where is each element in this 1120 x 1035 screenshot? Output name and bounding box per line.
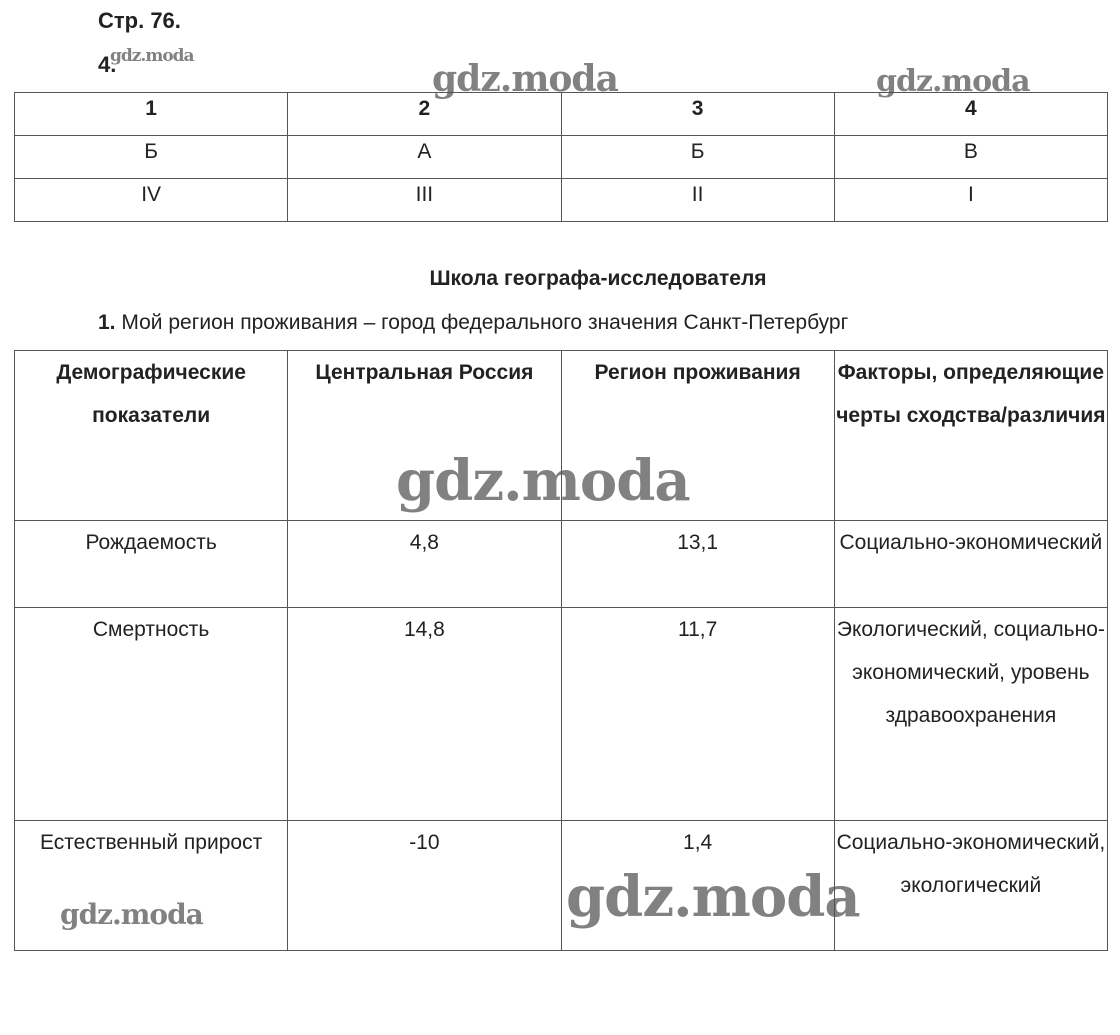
header-cell: Регион проживания [561,351,834,521]
header-cell: Демографические показатели [15,351,288,521]
demography-table [14,350,1108,951]
task-number: 4. [98,52,117,77]
table-cell: Б [15,136,288,179]
watermark: gdz.moda [60,898,203,931]
table-cell: 11,7 [561,608,834,821]
watermark: gdz.moda [396,448,690,514]
region-line [98,311,848,335]
table-cell: 4,8 [288,521,561,608]
watermark: gdz.moda [566,864,860,930]
table-row [15,608,1108,821]
table-cell: Рождаемость [15,521,288,608]
table-header-row [15,93,1108,136]
table-cell: IV [15,179,288,222]
table-cell: Смертность [15,608,288,821]
table-cell: Социально-экономический, экологический [834,821,1107,951]
table-header-row [15,351,1108,521]
table-cell: Естественный прирост [15,821,288,951]
watermark: gdz.moda [110,46,194,66]
table-row [15,521,1108,608]
region-text: Мой регион проживания – город федерального значения Санкт-Петербург [121,311,849,334]
header-cell: Центральная Россия [288,351,561,521]
table-row [15,821,1108,951]
table-cell: III [288,179,561,222]
table-cell: Экологический, социально-экономический, уровень здравоохранения [834,608,1107,821]
table-row [15,179,1108,222]
table-cell: Социально-экономический [834,521,1107,608]
header-cell: 1 [15,93,288,136]
section-title: Школа географа-исследователя [429,267,767,290]
table-row [15,136,1108,179]
watermark: gdz.moda [876,64,1030,99]
watermark: gdz.moda [432,58,618,100]
table-cell: 1,4 [561,821,834,951]
header-cell: Факторы, определяющие черты сходства/различия [834,351,1107,521]
table-cell: II [561,179,834,222]
table-cell: I [834,179,1107,222]
table-cell: 13,1 [561,521,834,608]
table-cell: -10 [288,821,561,951]
table-cell: 14,8 [288,608,561,821]
table-cell: А [288,136,561,179]
header-cell: 3 [561,93,834,136]
header-cell: 2 [288,93,561,136]
table-cell: Б [561,136,834,179]
task4-table [14,92,1108,222]
page-label: Стр. 76. [98,8,181,33]
item-number: 1. [98,311,116,334]
header-cell: 4 [834,93,1107,136]
table-cell: В [834,136,1107,179]
